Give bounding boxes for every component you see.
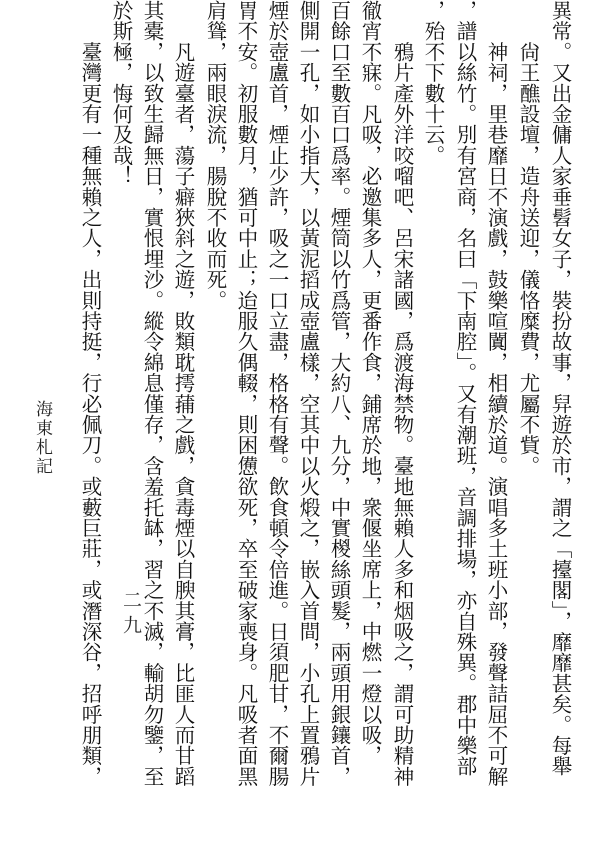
text-column: 側開一孔，如小指大，以黃泥搯成壺盧樣，空其中以火煅之，嵌入首間，小孔上置鴉片 (296, 0, 320, 787)
text-column: 神祠，里巷靡日不演戲，鼓樂喧闐，相續於道。演唱多土班小部，發聲詰屈不可解 (484, 0, 508, 787)
text-column: 凡遊臺者，蕩子癖狹斜之遊，敗類耽摴蒱之戲，貪毒煙以自腴其膏，比匪人而甘蹈 (171, 0, 195, 787)
page-number: 二九 (120, 590, 142, 640)
text-column: 其橐，以致生歸無日，實恨埋沙。縱令綿息僅存，含羞托缽，習之不滅，輸胡勿鑒，至 (140, 0, 164, 787)
text-column: 異常。又出金傭人家垂髫女子，裝扮故事，舁遊於市，謂之「擡閣」，靡靡甚矣。每舉 (548, 0, 572, 777)
text-column: ，殆不下數十云。 (421, 0, 445, 166)
text-column: 百餘口至數百口爲率。煙筒以竹爲管，大約八、九分，中實椶絲頭髮，兩頭用銀鑲首， (327, 0, 351, 787)
text-column: 尙王醮設壇，造舟送迎，儀恪糜費，尤屬不貲。 (516, 0, 540, 477)
running-title: 海東札記 (32, 400, 52, 476)
text-column: 於斯極，悔何及哉！ (109, 0, 133, 187)
text-column: 煙於壺盧首，煙止少許，吸之一口立盡，格格有聲。飲食頓令倍進。日須肥甘，不爾腸 (265, 0, 289, 787)
text-column: 鴉片產外洋咬𠺕吧、呂宋諸國，爲渡海禁物。臺地無賴人多和烟吸之，謂可助精神 (390, 0, 414, 787)
text-column: 胃不安。初服數月，猶可中止；迨服久偶輟，則困憊欲死，卒至破家喪身。凡吸者面黑 (234, 0, 258, 787)
text-column: 臺灣更有一種無賴之人，出則持挺，行必佩刀。或藪巨莊，或潛深谷，招呼朋類， (78, 0, 102, 787)
text-column: 肩聳，兩眼淚流，腸脫不收而死。 (203, 0, 227, 311)
text-column: 徹宵不寐。凡吸，必邀集多人，更番作食，鋪席於地，衆偃坐席上，中燃一燈以吸， (358, 0, 382, 766)
text-column: ，譜以絲竹。別有宮商，名曰「下南腔」。又有潮班，音調排場，亦自殊異。郡中樂部 (453, 0, 477, 777)
